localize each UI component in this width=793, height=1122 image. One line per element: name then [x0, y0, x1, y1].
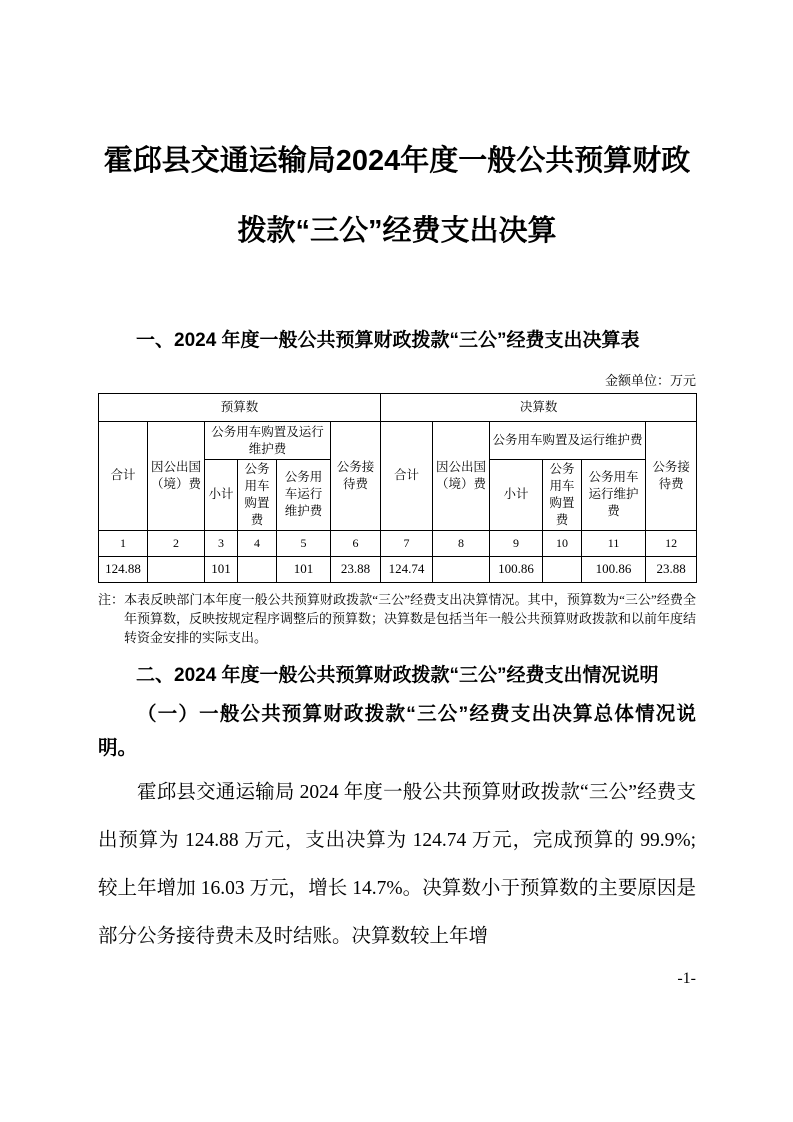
budget-reception-header: 公务接待费: [331, 422, 381, 531]
table-footnote: 注：本表反映部门本年度一般公共预算财政拨款“三公”经费支出决算情况。其中，预算数为“三公”经费全年预算数，反映按规定程序调整后的预算数；决算数是包括当年一般公共预算财政拨款和以前年度结转资金安排的实际支出。: [98, 591, 697, 645]
column-number-cell: 12: [646, 530, 697, 556]
table-header-row-1: [99, 422, 697, 460]
value-cell: [148, 556, 205, 582]
subsection-heading: （一）一般公共预算财政拨款“三公”经费支出决算总体情况说明。: [98, 702, 696, 759]
column-number-cell: 6: [331, 530, 381, 556]
final-purchase-header: 公务用车购置费: [543, 460, 582, 531]
section2-heading: 二、2024 年度一般公共预算财政拨款“三公”经费支出情况说明: [136, 664, 659, 686]
page-number: -1-: [677, 969, 696, 987]
column-number-cell: 8: [433, 530, 490, 556]
body-paragraph: 霍邱县交通运输局 2024 年度一般公共预算财政拨款“三公”经费支出预算为 124.88 万元，支出决算为 124.74 万元，完成预算的 99.9%; 较上年增加 16.03 万元，增长 14.7%。决算数小于预算数的主要原因是部分公务接待费未及时结账。决算数较上年增: [98, 781, 696, 947]
currency-unit-note: 金额单位：万元: [604, 373, 696, 388]
column-number-cell: 4: [238, 530, 277, 556]
budget-subtotal-header: 小计: [205, 460, 238, 531]
final-maintenance-header: 公务用车运行维护费: [582, 460, 646, 531]
column-number-cell: 2: [148, 530, 205, 556]
value-cell: 100.86: [582, 556, 646, 582]
value-cell: 23.88: [331, 556, 381, 582]
column-number-cell: 3: [205, 530, 238, 556]
column-number-cell: 7: [381, 530, 433, 556]
value-cell: 100.86: [490, 556, 543, 582]
document-title-line1: 霍邱县交通运输局2024年度一般公共预算财政: [103, 145, 691, 177]
value-cell: [543, 556, 582, 582]
final-abroad-header: 因公出国（境）费: [433, 422, 490, 531]
budget-maintenance-header: 公务用车运行维护费: [277, 460, 331, 531]
column-number-cell: 1: [99, 530, 148, 556]
document-title: [98, 126, 696, 266]
final-vehicle-group-header: 公务用车购置及运行维护费: [490, 422, 646, 460]
section1-heading: 一、2024 年度一般公共预算财政拨款“三公”经费支出决算表: [136, 330, 640, 351]
value-cell: 23.88: [646, 556, 697, 582]
value-cell: 124.88: [99, 556, 148, 582]
final-total-header: 合计: [381, 422, 433, 531]
value-cell: 124.74: [381, 556, 433, 582]
final-group-header: 决算数: [381, 394, 697, 422]
final-reception-header: 公务接待费: [646, 422, 697, 531]
column-number-cell: 10: [543, 530, 582, 556]
budget-group-header: 预算数: [99, 394, 381, 422]
document-title-line2: 拨款“三公”经费支出决算: [237, 215, 557, 247]
budget-purchase-header: 公务用车购置费: [238, 460, 277, 531]
three-public-expense-table: [98, 393, 697, 583]
column-number-cell: 9: [490, 530, 543, 556]
column-number-row: [99, 530, 697, 556]
budget-total-header: 合计: [99, 422, 148, 531]
value-row: [99, 556, 697, 582]
value-cell: [433, 556, 490, 582]
table-group-header-row: [99, 394, 697, 422]
value-cell: 101: [277, 556, 331, 582]
value-cell: [238, 556, 277, 582]
column-number-cell: 5: [277, 530, 331, 556]
final-subtotal-header: 小计: [490, 460, 543, 531]
budget-abroad-header: 因公出国（境）费: [148, 422, 205, 531]
column-number-cell: 11: [582, 530, 646, 556]
budget-vehicle-group-header: 公务用车购置及运行维护费: [205, 422, 331, 460]
value-cell: 101: [205, 556, 238, 582]
